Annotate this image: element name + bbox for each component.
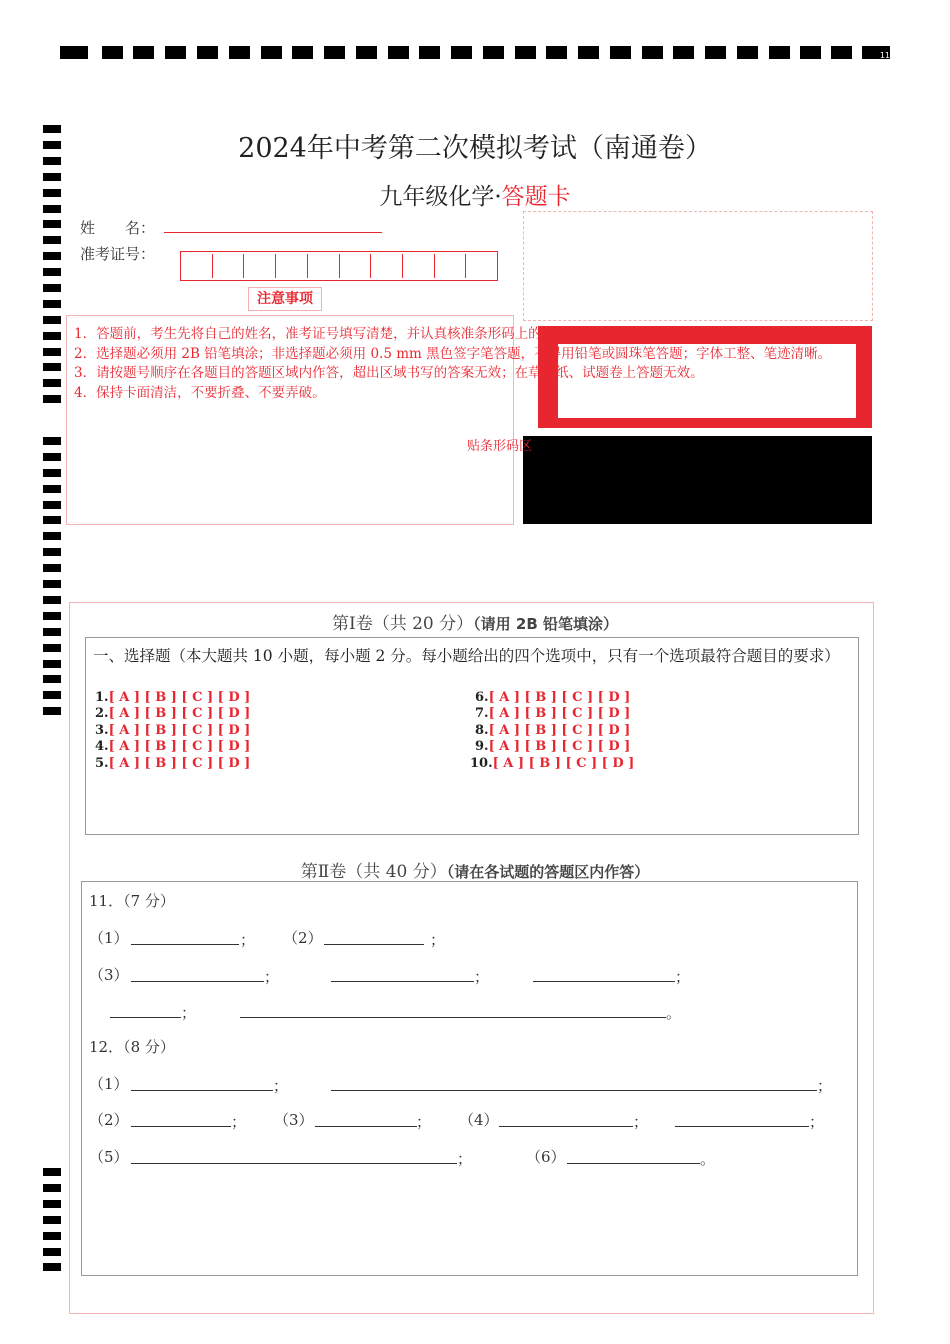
q12-blank-3[interactable] (315, 1125, 417, 1127)
separator: ； (817, 1077, 833, 1095)
subtitle-accent: 答题卡 (501, 184, 571, 210)
timing-mark (483, 46, 504, 59)
barcode-block (523, 436, 872, 524)
timing-mark (229, 46, 250, 59)
timing-mark (515, 46, 536, 59)
timing-mark (43, 1184, 61, 1192)
q11-part-1-label: （1） (89, 929, 129, 947)
choice-row-9[interactable] (475, 739, 630, 754)
exam-id-digit-box[interactable] (308, 254, 340, 278)
choice-row-5[interactable] (95, 756, 250, 771)
timing-mark (356, 46, 377, 59)
q11-blank-3c[interactable] (533, 980, 675, 982)
timing-mark (705, 46, 726, 59)
timing-mark (43, 596, 61, 604)
choice-options[interactable]: [ A ] [ B ] [ C ] [ D ] (492, 756, 635, 771)
q11-blank-1[interactable] (131, 943, 239, 945)
timing-mark (43, 516, 61, 524)
choice-number: 3. (95, 723, 109, 738)
page-title: 2024年中考第二次模拟考试（南通卷） (238, 133, 712, 164)
barcode-label: 贴条形码区 (467, 439, 533, 454)
separator: ； (809, 1113, 825, 1131)
timing-mark (43, 236, 61, 244)
exam-id-digit-box[interactable] (244, 254, 276, 278)
exam-id-label: 准考证号： (80, 245, 156, 263)
timing-mark (43, 548, 61, 556)
section2-title-text: 第Ⅱ卷（共 40 分） (300, 862, 447, 882)
timing-mark (419, 46, 440, 59)
choice-number: 8. (475, 723, 489, 738)
timing-mark (43, 501, 61, 509)
section2-note: （请在各试题的答题区内作答） (446, 863, 650, 881)
section2-title (0, 857, 950, 882)
notice-item: 3．请按题号顺序在各题目的答题区域内作答，超出区域书写的答案无效；在草稿纸、试题卷上答题无效。 (74, 365, 704, 381)
q12-part-5-label: （5） (89, 1148, 129, 1166)
choice-options[interactable]: [ A ] [ B ] [ C ] [ D ] (488, 739, 631, 754)
page-tag: 11 (862, 46, 890, 59)
q11-blank-3b[interactable] (331, 980, 474, 982)
end-mark: 。 (666, 1004, 682, 1022)
separator: ； (457, 1150, 473, 1168)
timing-mark (737, 46, 758, 59)
choice-row-8[interactable] (475, 723, 630, 738)
timing-mark (642, 46, 663, 59)
timing-mark (43, 1232, 61, 1240)
notice-item: 2．选择题必须用 2B 铅笔填涂；非选择题必须用 0.5 mm 黑色签字笔答题，不得用铅笔或圆珠笔答题；字体工整、笔迹清晰。 (74, 346, 832, 362)
q12-part-3-label: （3） (274, 1111, 314, 1129)
q12-blank-1a[interactable] (131, 1089, 273, 1091)
timing-mark (43, 332, 61, 340)
timing-mark (43, 691, 61, 699)
choice-row-1[interactable] (95, 690, 250, 705)
q11-blank-3e[interactable] (240, 1016, 666, 1018)
choice-number: 2. (95, 706, 109, 721)
timing-mark (292, 46, 313, 59)
page-subtitle (0, 178, 950, 211)
q12-blank-4a[interactable] (499, 1125, 633, 1127)
choice-options[interactable]: [ A ] [ B ] [ C ] [ D ] (108, 706, 251, 721)
timing-mark (43, 453, 61, 461)
separator: ； (675, 968, 691, 986)
q12-part-2-label: （2） (89, 1111, 129, 1129)
q12-part-1-label: （1） (89, 1075, 129, 1093)
notice-item: 4．保持卡面清洁，不要折叠、不要弄破。 (74, 385, 326, 401)
timing-mark (43, 485, 61, 493)
exam-id-digit-box[interactable] (340, 254, 372, 278)
exam-id-digit-box[interactable] (403, 254, 435, 278)
choice-number: 4. (95, 739, 109, 754)
exam-id-digit-box[interactable] (181, 254, 213, 278)
timing-mark (43, 284, 61, 292)
timing-mark (800, 46, 821, 59)
choice-options[interactable]: [ A ] [ B ] [ C ] [ D ] (108, 739, 251, 754)
timing-mark (43, 437, 61, 445)
separator: ； (474, 968, 490, 986)
name-field[interactable] (164, 220, 382, 233)
timing-mark (43, 707, 61, 715)
timing-mark (133, 46, 154, 59)
q12-blank-1b[interactable] (331, 1089, 817, 1091)
timing-mark (43, 316, 61, 324)
end-mark: 。 (700, 1150, 716, 1168)
exam-id-digit-box[interactable] (371, 254, 403, 278)
q11-blank-2[interactable] (324, 943, 424, 945)
choice-number: 7. (475, 706, 489, 721)
notice-item: 1．答题前，考生先将自己的姓名，准考证号填写清楚，并认真核准条形码上的姓名、准考证号，在规定位置贴好条形码。 (74, 326, 799, 342)
choice-number: 10. (470, 756, 493, 771)
choice-options[interactable]: [ A ] [ B ] [ C ] [ D ] (488, 690, 631, 705)
timing-mark (546, 46, 567, 59)
timing-mark (43, 580, 61, 588)
choice-options[interactable]: [ A ] [ B ] [ C ] [ D ] (108, 723, 251, 738)
q11-blank-3a[interactable] (131, 980, 264, 982)
timing-mark (451, 46, 472, 59)
exam-id-digit-box[interactable] (466, 254, 497, 278)
choice-number: 6. (475, 690, 489, 705)
timing-mark (43, 379, 61, 387)
timing-mark (43, 564, 61, 572)
choice-options[interactable]: [ A ] [ B ] [ C ] [ D ] (108, 690, 251, 705)
choice-row-2[interactable] (95, 706, 250, 721)
timing-mark (769, 46, 790, 59)
timing-mark (831, 46, 852, 59)
separator: ； (273, 1077, 289, 1095)
q12-part-6-label: （6） (526, 1148, 566, 1166)
timing-mark (43, 268, 61, 276)
subtitle-main: 九年级化学· (379, 184, 502, 210)
q11-part-3-label: （3） (89, 966, 129, 984)
timing-mark (388, 46, 409, 59)
timing-mark (43, 644, 61, 652)
choice-number: 1. (95, 690, 109, 705)
separator: ； (416, 1113, 432, 1131)
q11-blank-3d[interactable] (110, 1016, 181, 1018)
timing-mark (578, 46, 599, 59)
exam-id-boxes[interactable] (180, 251, 498, 281)
timing-mark (43, 1200, 61, 1208)
barcode-dashed-area (523, 211, 873, 321)
timing-mark (60, 46, 88, 59)
name-label: 姓 名： (80, 219, 156, 237)
timing-mark (43, 1168, 61, 1176)
separator: ； (264, 968, 280, 986)
timing-mark (43, 300, 61, 308)
choice-row-3[interactable] (95, 723, 250, 738)
timing-mark (43, 532, 61, 540)
q11-part-2-label: （2） (283, 929, 323, 947)
timing-mark (43, 1248, 61, 1256)
timing-mark (102, 46, 123, 59)
timing-mark (43, 363, 61, 371)
q12-heading: 12．（8 分） (89, 1038, 175, 1056)
timing-mark (43, 660, 61, 668)
separator: ； (181, 1004, 197, 1022)
choice-options[interactable]: [ A ] [ B ] [ C ] [ D ] (488, 723, 631, 738)
timing-mark (165, 46, 186, 59)
choice-number: 9. (475, 739, 489, 754)
timing-mark (610, 46, 631, 59)
exam-id-digit-box[interactable] (276, 254, 308, 278)
timing-mark (261, 46, 282, 59)
choice-row-6[interactable] (475, 690, 630, 705)
timing-mark (43, 348, 61, 356)
choice-options[interactable]: [ A ] [ B ] [ C ] [ D ] (488, 706, 631, 721)
timing-mark (43, 252, 61, 260)
choice-row-4[interactable] (95, 739, 250, 754)
q12-blank-5[interactable] (131, 1162, 457, 1164)
section1-title (0, 609, 950, 634)
notice-title: 注意事项 (248, 287, 322, 311)
q12-blank-6[interactable] (567, 1162, 700, 1164)
separator: ； (633, 1113, 649, 1131)
choice-row-7[interactable] (475, 706, 630, 721)
timing-mark (324, 46, 345, 59)
q12-part-4-label: （4） (459, 1111, 499, 1129)
q11-heading: 11．（7 分） (89, 892, 175, 910)
exam-id-digit-box[interactable] (435, 254, 467, 278)
choice-number: 5. (95, 756, 109, 771)
separator: ； (430, 931, 446, 949)
timing-mark (43, 1263, 61, 1271)
separator: ； (240, 931, 256, 949)
choice-row-10[interactable] (470, 756, 634, 771)
choice-options[interactable]: [ A ] [ B ] [ C ] [ D ] (108, 756, 251, 771)
timing-mark (43, 395, 61, 403)
section1-note: （请用 2B 铅笔填涂） (473, 615, 618, 633)
choice-instructions: 一、选择题（本大题共 10 小题，每小题 2 分。每小题给出的四个选项中，只有一个选项最符合题目的要求） (93, 647, 840, 665)
timing-mark (43, 220, 61, 228)
timing-mark (197, 46, 218, 59)
written-answer-box (81, 881, 858, 1276)
timing-mark (43, 1216, 61, 1224)
timing-mark (43, 675, 61, 683)
q12-blank-4b[interactable] (675, 1125, 809, 1127)
q12-blank-2[interactable] (131, 1125, 231, 1127)
section1-title-text: 第Ⅰ卷（共 20 分） (332, 614, 474, 634)
separator: ； (231, 1113, 247, 1131)
exam-id-digit-box[interactable] (213, 254, 245, 278)
timing-mark (673, 46, 694, 59)
timing-mark (43, 469, 61, 477)
